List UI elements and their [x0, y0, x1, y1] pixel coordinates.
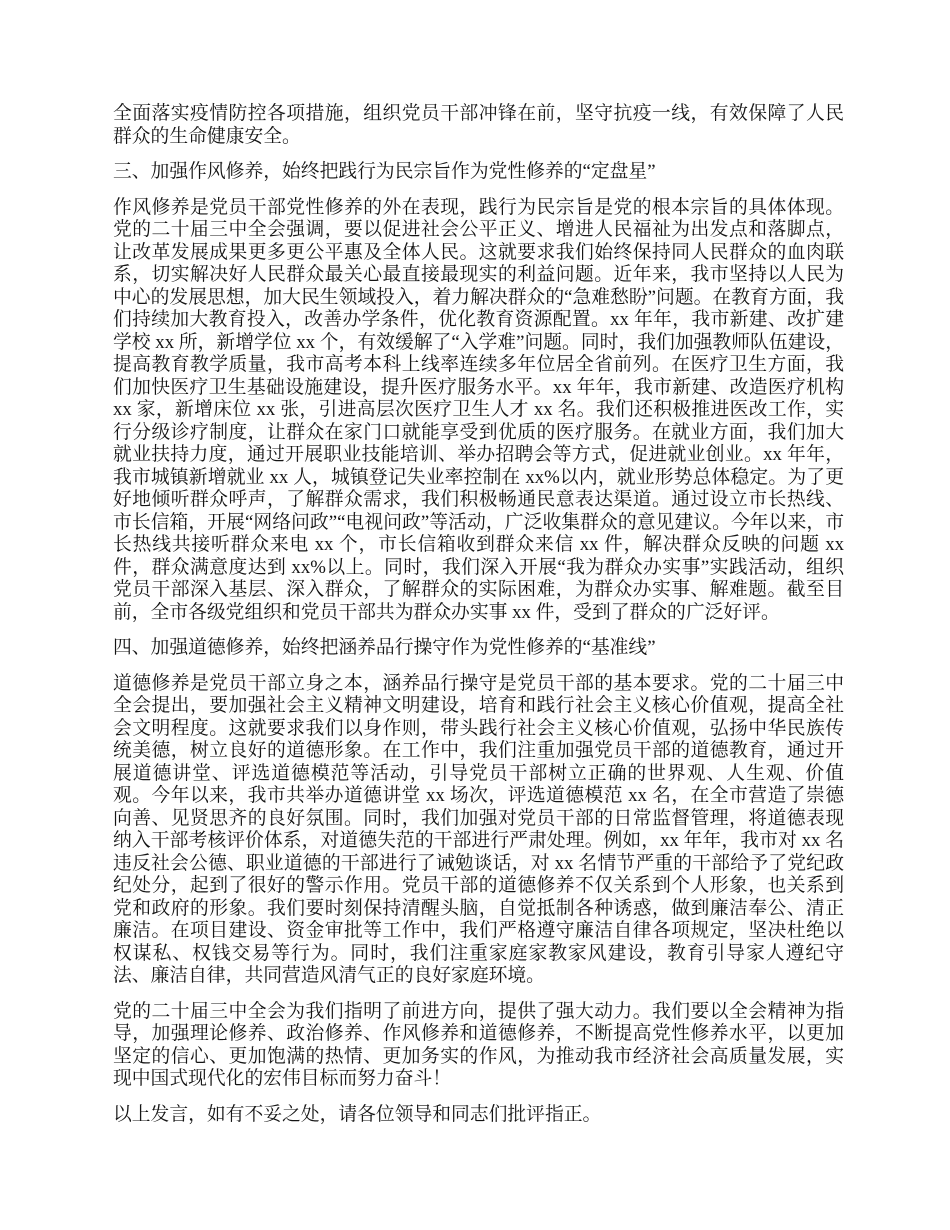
body-paragraph: 道德修养是党员干部立身之本，涵养品行操守是党员干部的基本要求。党的二十届三中全会提出，要加强社会主义精神文明建设，培育和践行社会主义核心价值观，提高全社会文明程度。这就要求我们以身作则，带头践行社会主义核心价值观，弘扬中华民族传统美德，树立良好的道德形象。在工作中，我们注重加强党员干部的道德教育，通过开展道德讲堂、评选道德模范等活动，引导党员干部树立正确的世界观、人生观、价值观。今年以来，我市共举办道德讲堂 xx 场次，评选道德模范 xx 名，在全市营造了崇德向善、见贤思齐的良好氛围。同时，我们加强对党员干部的日常监督管理，将道德表现纳入干部考核评价体系，对道德失范的干部进行严肃处理。例如，xx 年年，我市对 xx 名违反社会公德、职业道德的干部进行了诫勉谈话，对 xx 名情节严重的干部给予了党纪政纪处分，起到了很好的警示作用。党员干部的道德修养不仅关系到个人形象，也关系到党和政府的形象。我们要时刻保持清醒头脑，自觉抵制各种诱惑，做到廉洁奉公、清正廉洁。在项目建设、资金审批等工作中，我们严格遵守廉洁自律各项规定，坚决杜绝以权谋私、权钱交易等行为。同时，我们注重家庭家教家风建设，教育引导家人遵纪守法、廉洁自律，共同营造风清气正的良好家庭环境。 [113, 672, 844, 986]
document-body [113, 103, 844, 1126]
section-heading: 四、加强道德修养，始终把涵养品行操守作为党性修养的“基准线” [113, 637, 656, 658]
body-paragraph: 作风修养是党员干部党性修养的外在表现，践行为民宗旨是党的根本宗旨的具体体现。党的二十届三中全会强调，要以促进社会公平正义、增进人民福祉为出发点和落脚点，让改革发展成果更多更公平惠及全体人民。这就要求我们始终保持同人民群众的血肉联系，切实解决好人民群众最关心最直接最现实的利益问题。近年来，我市坚持以人民为中心的发展思想，加大民生领域投入，着力解决群众的“急难愁盼”问题。在教育方面，我们持续加大教育投入，改善办学条件，优化教育资源配置。xx 年年，我市新建、改扩建学校 xx 所，新增学位 xx 个，有效缓解了“入学难”问题。同时，我们加强教师队伍建设，提高教育教学质量，我市高考本科上线率连续多年位居全省前列。在医疗卫生方面，我们加快医疗卫生基础设施建设，提升医疗服务水平。xx 年年，我市新建、改造医疗机构 xx 家，新增床位 xx 张，引进高层次医疗卫生人才 xx 名。我们还积极推进医改工作，实行分级诊疗制度，让群众在家门口就能享受到优质的医疗服务。在就业方面，我们加大就业扶持力度，通过开展职业技能培训、举办招聘会等方式，促进就业创业。xx 年年，我市城镇新增就业 xx 人，城镇登记失业率控制在 xx%以内，就业形势总体稳定。为了更好地倾听群众呼声，了解群众需求，我们积极畅通民意表达渠道。通过设立市长热线、市长信箱，开展“网络问政”“电视问政”等活动，广泛收集群众的意见建议。今年以来，市长热线共接听群众来电 xx 个，市长信箱收到群众来信 xx 件，解决群众反映的问题 xx 件，群众满意度达到 xx%以上。同时，我们深入开展“我为群众办实事”实践活动，组织党员干部深入基层、深入群众，了解群众的实际困难，为群众办实事、解难题。截至目前，全市各级党组织和党员干部共为群众办实事 xx 件，受到了群众的广泛好评。 [113, 196, 844, 623]
body-paragraph: 全面落实疫情防控各项措施，组织党员干部冲锋在前，坚守抗疫一线，有效保障了人民群众的生命健康安全。 [113, 103, 844, 147]
body-paragraph: 党的二十届三中全会为我们指明了前进方向，提供了强大动力。我们要以全会精神为指导，加强理论修养、政治修养、作风修养和道德修养，不断提高党性修养水平，以更加坚定的信心、更加饱满的热情、更加务实的作风，为推动我市经济社会高质量发展，实现中国式现代化的宏伟目标而努力奋斗！ [113, 1000, 844, 1089]
body-paragraph: 以上发言，如有不妥之处，请各位领导和同志们批评指正。 [113, 1103, 602, 1125]
section-heading: 三、加强作风修养，始终把践行为民宗旨作为党性修养的“定盘星” [113, 161, 656, 182]
